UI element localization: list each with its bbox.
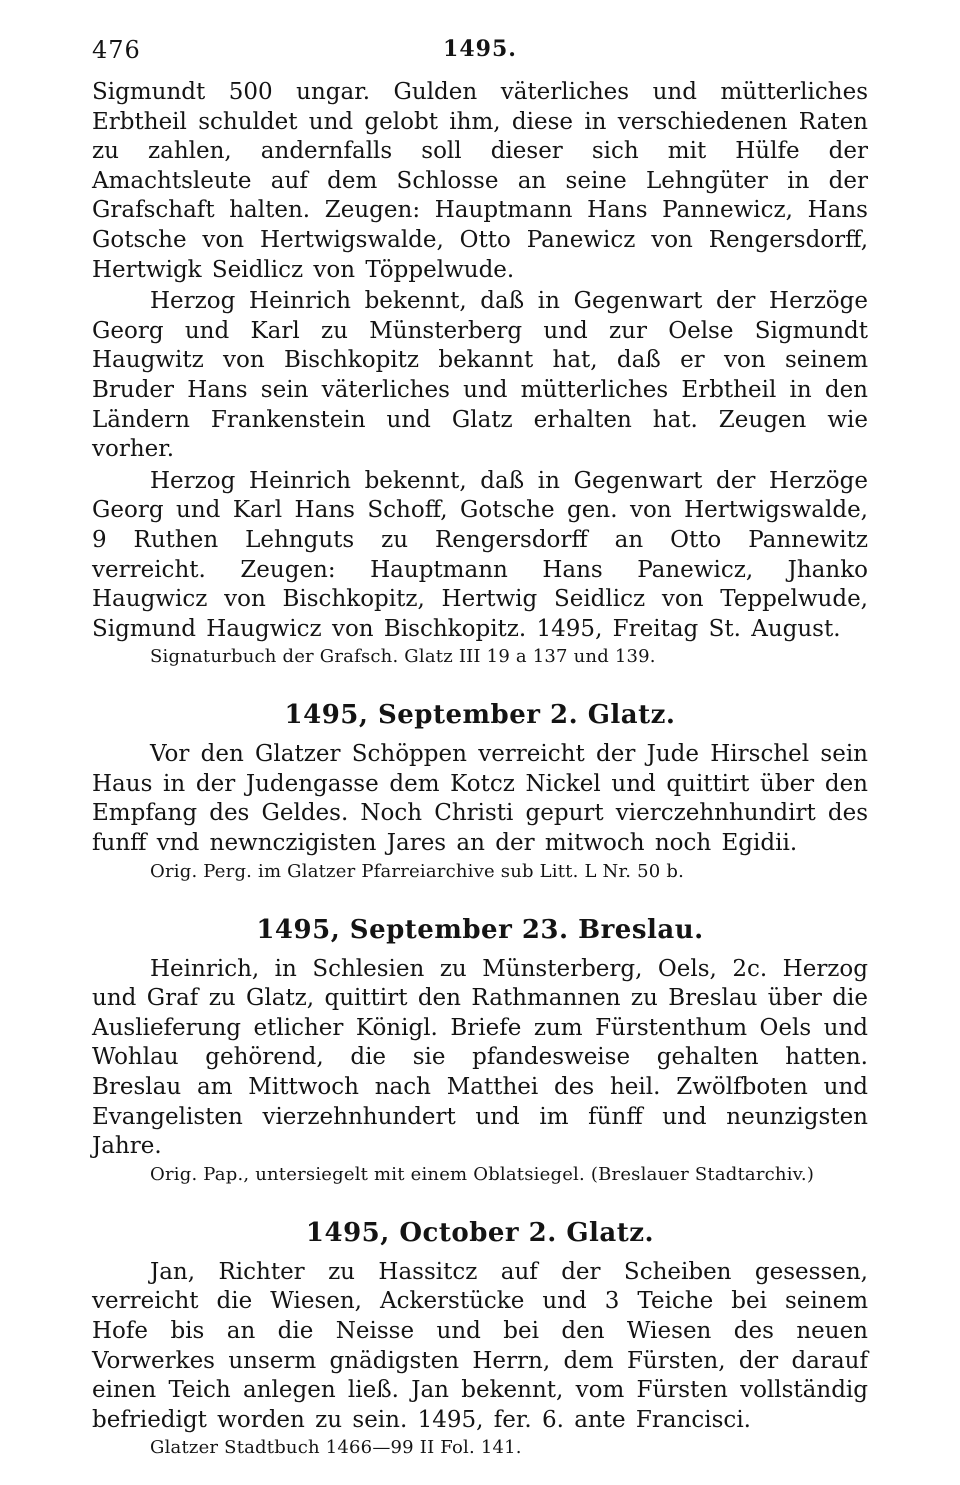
entry-heading: 1495, September 23. Breslau. <box>256 914 704 945</box>
entry-text: Jan, Richter zu Hassitcz auf der Scheiben gesessen, verreicht die Wiesen, Ackerstücke und 3 Teiche bei seinem Hofe bis an die Neisse und bei den Wiesen des neuen Vorwerkes unserm gnädigsten Herrn, dem Fürsten, der darauf einen Teich anlegen ließ. Jan bekennt, vom Fürsten vollständig befriedigt worden zu sein. 1495, fer. 6. ante Francisci. <box>92 1258 868 1433</box>
source-citation: Orig. Perg. im Glatzer Pfarreiarchive sub Litt. L Nr. 50 b. <box>150 860 685 882</box>
running-head: 1495. <box>443 36 517 62</box>
entry-text: Heinrich, in Schlesien zu Münsterberg, Oels, 2c. Herzog und Graf zu Glatz, quittirt den Rathmannen zu Breslau über die Auslieferung etlicher Königl. Briefe zum Fürstenthum Oels und Wohlau gehörend, die sie pfandesweise gehalten hatten. Breslau am Mittwoch nach Matthei des heil. Zwölfboten und Evangelisten vierzehnhundert und im fünff und neunzigsten Jahre. <box>92 955 868 1160</box>
body-paragraph: Herzog Heinrich bekennt, daß in Gegenwart der Herzöge Georg und Karl zu Münsterberg und zur Oelse Sigmundt Haugwitz von Bischkopitz bekannt hat, daß er von seinem Bruder Hans sein väterliches und mütterliches Erbtheil in den Ländern Frankenstein und Glatz erhalten hat. Zeugen wie vorher. <box>92 288 868 463</box>
source-citation: Signaturbuch der Grafsch. Glatz III 19 a 137 und 139. <box>150 646 656 668</box>
document-entry <box>92 913 868 1188</box>
source-citation: Orig. Pap., untersiegelt mit einem Oblatsiegel. (Breslauer Stadtarchiv.) <box>150 1163 815 1185</box>
page-number: 476 <box>92 36 141 64</box>
document-entry <box>92 698 868 884</box>
body-paragraph: Herzog Heinrich bekennt, daß in Gegenwart der Herzöge Georg und Karl Hans Schoff, Gotsche gen. von Hertwigswalde, 9 Ruthen Lehnguts zu Rengersdorff an Otto Pannewitz verreicht. Zeugen: Hauptmann Hans Panewicz, Jhanko Haugwicz von Bischkopitz, Hertwig Seidlicz von Teppelwude, Sigmund Haugwicz von Bischkopitz. 1495, Freitag St. August. <box>92 467 868 642</box>
entry-text: Vor den Glatzer Schöppen verreicht der Jude Hirschel sein Haus in der Judengasse dem Kotcz Nickel und quittirt über den Empfang des Geldes. Noch Christi gepurt vierczehnhundirt des funff vnd newnczigisten Jares an der mitwoch noch Egidii. <box>92 741 868 857</box>
continuation-paragraph: Sigmundt 500 ungar. Gulden väterliches und mütterliches Erbtheil schuldet und gelobt ihm, diese in verschiedenen Raten zu zahlen, andernfalls soll dieser sich mit Hülfe der Amachtsleute auf dem Schlosse an seine Lehngüter in der Grafschaft halten. Zeugen: Hauptmann Hans Pannewicz, Hans Gotsche von Hertwigswalde, Otto Panewicz von Rengersdorff, Hertwigk Seidlicz von Töppelwude. <box>92 79 868 283</box>
source-citation: Glatzer Stadtbuch 1466—99 II Fol. 141. <box>150 1437 522 1459</box>
page-header <box>92 30 868 78</box>
entry-heading: 1495, October 2. Glatz. <box>305 1217 655 1248</box>
entry-heading: 1495, September 2. Glatz. <box>284 700 676 731</box>
document-page <box>92 30 868 1461</box>
document-entry <box>92 1216 868 1462</box>
